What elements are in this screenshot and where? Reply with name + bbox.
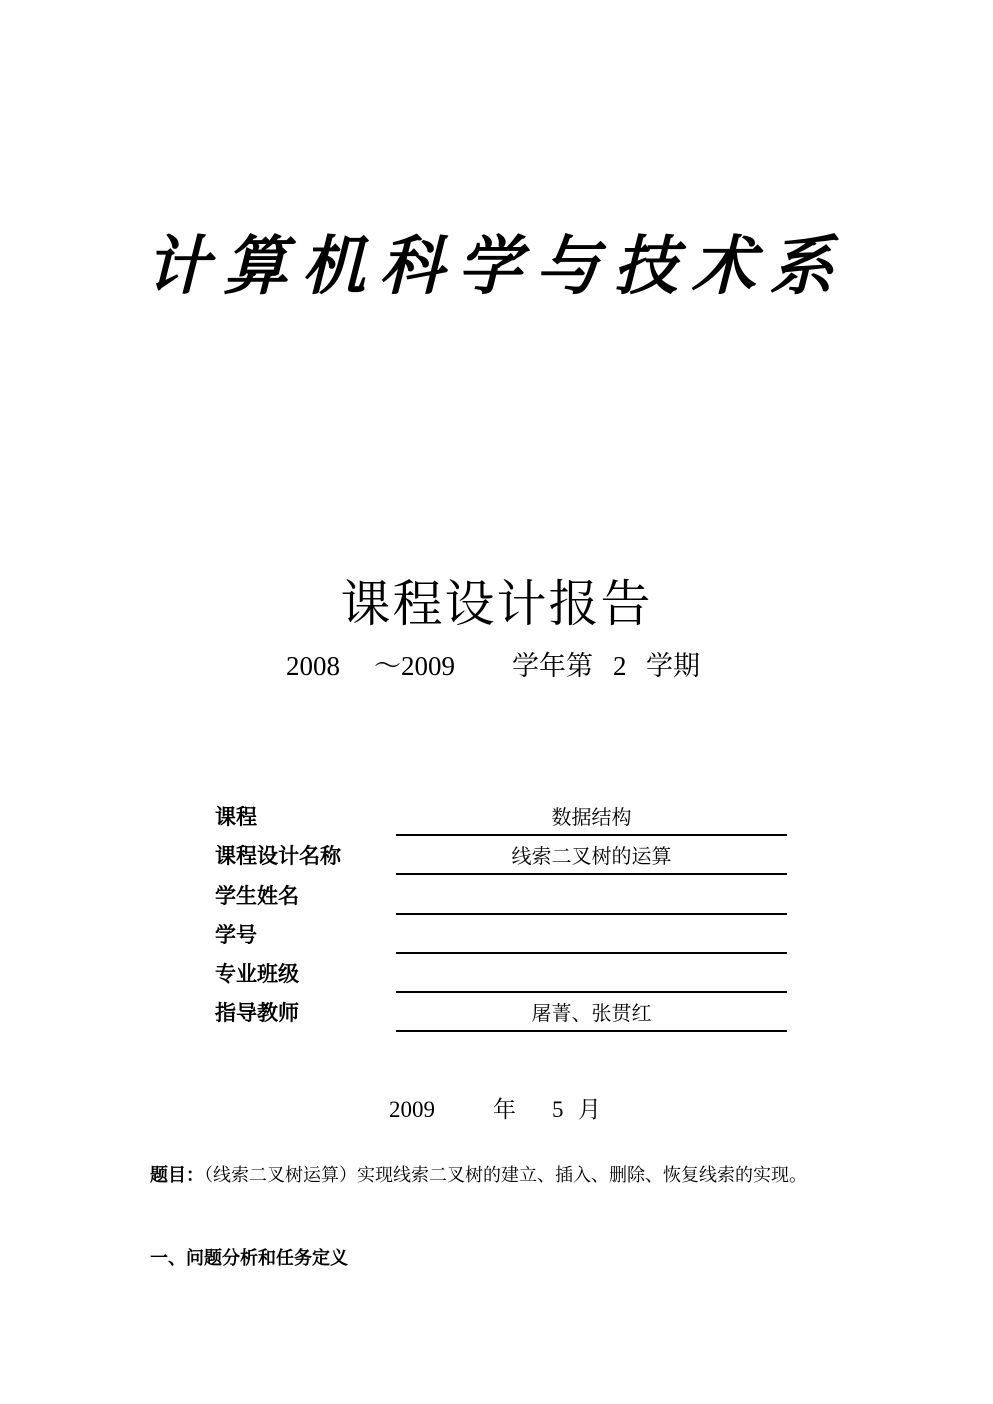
info-row-major-class: [215, 955, 787, 994]
term-suffix: 学年第: [512, 651, 593, 681]
topic-paragraph: [150, 1160, 850, 1191]
date-month: 5: [552, 1097, 564, 1122]
info-row-advisor: [215, 994, 787, 1033]
date-month-unit: 月: [578, 1097, 601, 1122]
report-title: 课程设计报告: [340, 575, 653, 633]
term-start-year: 2008: [286, 651, 340, 681]
course-info-table: [215, 798, 787, 1034]
info-value: 数据结构: [396, 798, 787, 836]
info-value: [396, 877, 787, 915]
topic-text: （线索二叉树运算）实现线索二叉树的建立、插入、删除、恢复线索的实现。: [204, 1165, 807, 1186]
section-heading: 一、问题分析和任务定义: [150, 1248, 348, 1269]
info-row-design-name: [215, 837, 787, 876]
info-row-student-name: [215, 877, 787, 916]
info-row-course: [215, 798, 787, 837]
date-year-unit: 年: [493, 1097, 516, 1122]
info-label: 课程设计名称: [215, 844, 341, 869]
term-end-year: ～2009: [374, 651, 455, 681]
info-row-student-id: [215, 916, 787, 955]
info-label: 学生姓名: [215, 883, 299, 908]
info-value: 线索二叉树的运算: [396, 837, 787, 875]
term-number: 2: [613, 651, 627, 681]
topic-label: 题目：: [150, 1165, 204, 1186]
info-value: [396, 955, 787, 993]
info-value: 屠菁、张贯红: [396, 994, 787, 1032]
info-label: 指导教师: [215, 1001, 299, 1026]
info-label: 课程: [215, 805, 257, 829]
date-year: 2009: [389, 1097, 435, 1122]
term-unit: 学期: [646, 651, 700, 681]
info-value: [396, 916, 787, 954]
info-label: 学号: [215, 922, 257, 947]
department-title: 计算机科学与技术系: [145, 229, 848, 304]
info-label: 专业班级: [215, 962, 299, 987]
